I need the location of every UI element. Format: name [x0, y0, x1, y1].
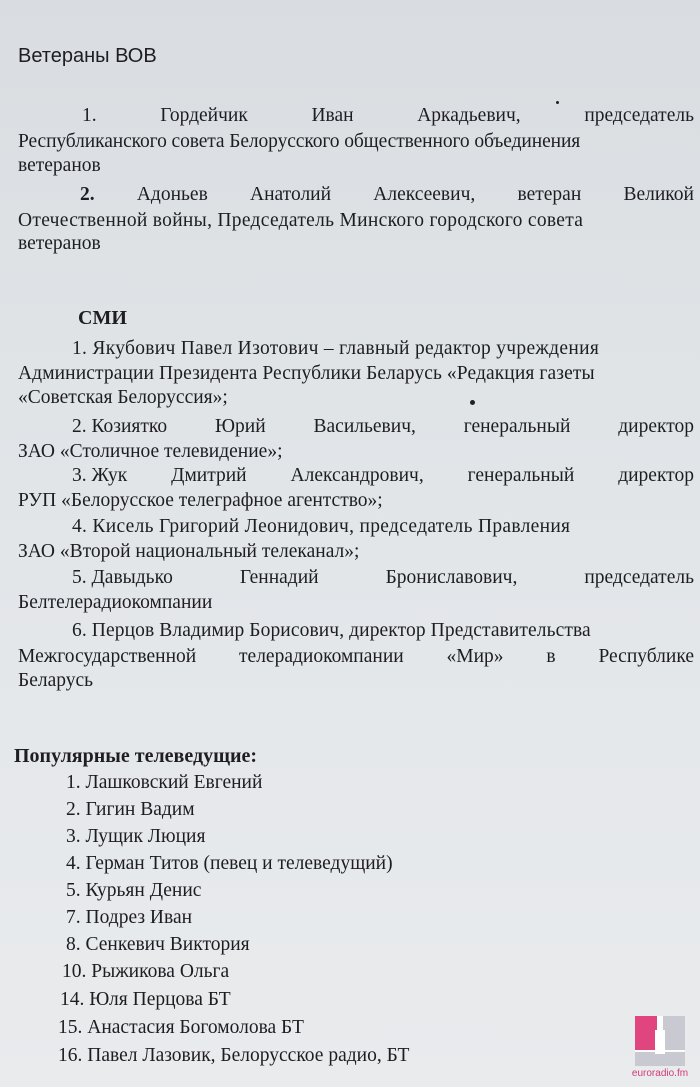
word: председатель [584, 105, 694, 126]
media-item-5-line1 [72, 566, 694, 590]
word: Александрович, [290, 465, 424, 486]
word: Адоньев [136, 184, 208, 205]
presenter-item: 16. Павел Лазовик, Белорусское радио, БТ [58, 1045, 410, 1066]
presenter-item: 8. Сенкевич Виктория [66, 934, 250, 955]
presenter-item: 3. Лущик Люция [66, 826, 206, 847]
presenter-item: 14. Юля Перцова БТ [60, 989, 231, 1010]
word: Аркадьевич, [417, 105, 521, 126]
media-item-6-line2 [18, 645, 694, 669]
word: Анатолий [250, 184, 332, 205]
veteran-item-1-line3: ветеранов [18, 155, 101, 176]
word: Гордейчик [160, 105, 248, 126]
veteran-item-1-line1 [82, 104, 694, 128]
word: телерадиокомпании [239, 646, 404, 667]
section-heading-presenters: Популярные телеведущие: [14, 745, 258, 767]
section-heading-veterans: Ветераны ВОВ [18, 45, 157, 67]
word: 3. Жук [72, 465, 128, 486]
word: председатель [584, 567, 694, 588]
presenter-item: 5. Курьян Денис [66, 880, 202, 901]
word: Республике [598, 646, 694, 667]
word: генеральный [467, 465, 575, 486]
watermark [628, 1016, 692, 1079]
media-item-1-line1: 1. Якубович Павел Изотович – главный редактор учреждения [72, 338, 600, 359]
media-item-6-line1: 6. Перцов Владимир Борисович, директор Представительства [72, 620, 591, 641]
veteran-item-2-line1 [80, 183, 694, 207]
presenter-item: 2. Гигин Вадим [66, 799, 195, 820]
word: 2. Козиятко [72, 416, 168, 437]
word: Алексеевич, [373, 184, 476, 205]
word: 5. Давыдько [72, 567, 173, 588]
word: генеральный [463, 416, 571, 437]
word: Иван [311, 105, 354, 126]
presenter-item: 10. Рыжикова Ольга [62, 961, 230, 982]
word: в [546, 646, 556, 667]
presenter-item: 15. Анастасия Богомолова БТ [58, 1017, 304, 1038]
stray-mark [556, 101, 559, 104]
word: директор [618, 465, 694, 486]
euroradio-logo-icon [635, 1016, 685, 1066]
presenter-item: 1. Лашковский Евгений [66, 772, 263, 793]
media-item-4-line1: 4. Кисель Григорий Леонидович, председатель Правления [72, 516, 571, 537]
media-item-6-line3: Беларусь [18, 670, 94, 691]
word: Васильевич, [313, 416, 416, 437]
word: Геннадий [239, 567, 319, 588]
word: Брониславович, [385, 567, 518, 588]
section-heading-media: СМИ [78, 307, 127, 329]
media-item-3-line2: РУП «Белорусское телеграфное агентство»; [18, 490, 383, 511]
word: директор [618, 416, 694, 437]
media-item-5-line2: Белтелерадиокомпании [18, 592, 213, 613]
presenter-item: 7. Подрез Иван [66, 907, 193, 928]
word: «Мир» [446, 646, 504, 667]
media-item-1-line3: «Советская Белоруссия»; [18, 387, 228, 408]
media-item-4-line2: ЗАО «Второй национальный телеканал»; [18, 541, 360, 562]
media-item-3-line1 [72, 464, 694, 488]
stray-mark [470, 400, 475, 405]
word: Великой [623, 184, 694, 205]
veteran-item-1-line2: Республиканского совета Белорусского общественного объединения [18, 131, 581, 152]
media-item-2-line2: ЗАО «Столичное телевидение»; [18, 441, 283, 462]
veteran-item-2-line3: ветеранов [18, 233, 101, 254]
presenter-item: 4. Герман Титов (певец и телеведущий) [66, 853, 393, 874]
watermark-text: euroradio.fm [631, 1068, 689, 1079]
word: ветеран [517, 184, 582, 205]
media-item-2-line1 [72, 415, 694, 439]
word: 2. [80, 184, 95, 205]
media-item-1-line2: Администрации Президента Республики Беларусь «Редакция газеты [18, 363, 595, 384]
word: Межгосударственной [18, 646, 197, 667]
word: Дмитрий [171, 465, 247, 486]
word: Юрий [215, 416, 266, 437]
veteran-item-2-line2: Отечественной войны, Председатель Минского городского совета [18, 210, 584, 231]
word: 1. [82, 105, 97, 126]
